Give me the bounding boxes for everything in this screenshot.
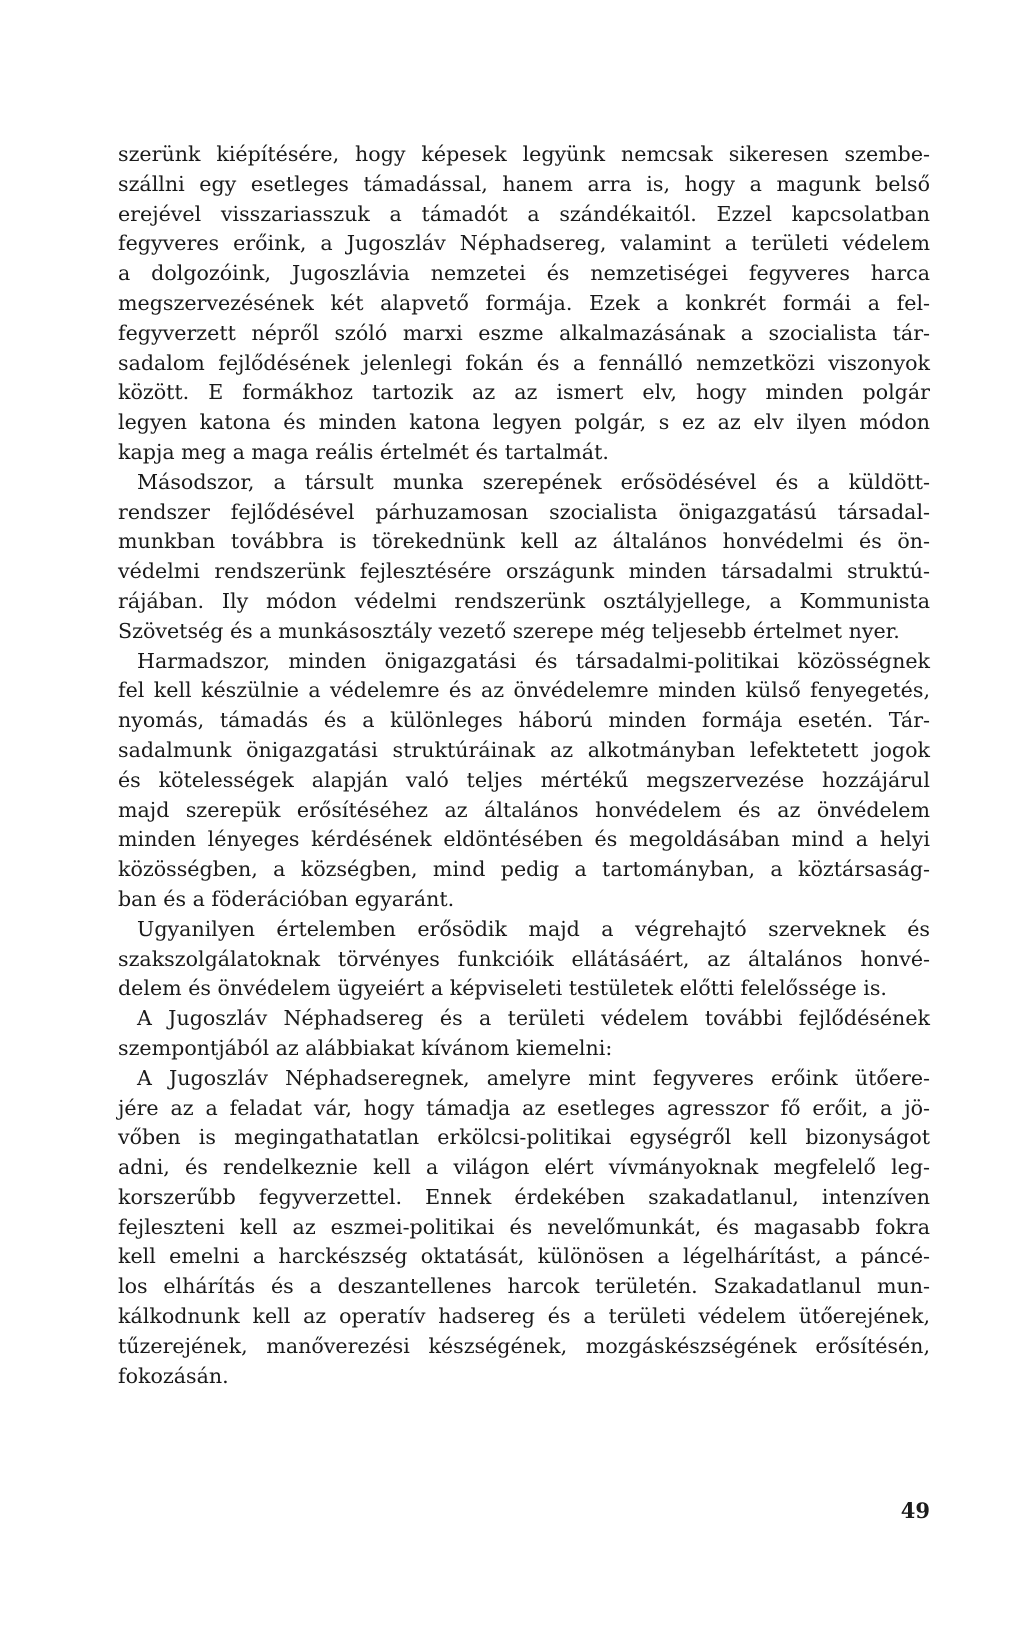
text-line: vőben is megingathatatlan erkölcsi-politikai egységről kell bizonyságot bbox=[118, 1125, 930, 1150]
page-number: 49 bbox=[900, 1498, 930, 1523]
text-line: sadalom fejlődésének jelenlegi fokán és a fennálló nemzetközi viszonyok bbox=[118, 350, 930, 375]
text-line: szempontjából az alábbiakat kívánom kiemelni: bbox=[118, 1035, 613, 1060]
text-line: fokozásán. bbox=[118, 1363, 229, 1388]
text-line: korszerűbb fegyverzettel. Ennek érdekében szakadatlanul, intenzíven bbox=[118, 1184, 930, 1209]
text-line: fejleszteni kell az eszmei-politikai és nevelőmunkát, és magasabb fokra bbox=[118, 1214, 930, 1239]
text-line: jére az a feladat vár, hogy támadja az esetleges agresszor fő erőit, a jö- bbox=[118, 1095, 930, 1120]
text-line: közösségben, a községben, mind pedig a tartományban, a köztársaság- bbox=[118, 857, 930, 882]
text-line: védelmi rendszerünk fejlesztésére országunk minden társadalmi struktú- bbox=[118, 559, 930, 584]
text-line: tűzerejének, manőverezési készségének, mozgáskészségének erősítésén, bbox=[118, 1333, 930, 1358]
text-line: rendszer fejlődésével párhuzamosan szocialista önigazgatású társadal- bbox=[118, 499, 930, 524]
text-line: erejével visszariasszuk a támadót a szándékaitól. Ezzel kapcsolatban bbox=[118, 201, 930, 226]
text-line: kálkodnunk kell az operatív hadsereg és a területi védelem ütőerejének, bbox=[118, 1304, 930, 1329]
text-line: Ugyanilyen értelemben erősödik majd a végrehajtó szerveknek és bbox=[137, 916, 930, 941]
text-line: sadalmunk önigazgatási struktúráinak az alkotmányban lefektetett jogok bbox=[118, 737, 930, 762]
text-line: minden lényeges kérdésének eldöntésében és megoldásában mind a helyi bbox=[118, 827, 930, 852]
text-line: és kötelességek alapján való teljes mértékű megszervezése hozzájárul bbox=[118, 767, 930, 792]
text-line: a dolgozóink, Jugoszlávia nemzetei és nemzetiségei fegyveres harca bbox=[118, 261, 930, 286]
text-line: között. E formákhoz tartozik az az ismert elv, hogy minden polgár bbox=[118, 380, 930, 405]
text-line: majd szerepük erősítéséhez az általános honvédelem és az önvédelem bbox=[118, 797, 930, 822]
text-line: A Jugoszláv Néphadsereg és a területi védelem további fejlődésének bbox=[137, 1006, 930, 1031]
text-line: kapja meg a maga reális értelmét és tartalmát. bbox=[118, 439, 609, 464]
text-line: megszervezésének két alapvető formája. Ezek a konkrét formái a fel- bbox=[118, 290, 930, 315]
text-line: szakszolgálatoknak törvényes funkcióik ellátásáért, az általános honvé- bbox=[118, 946, 930, 971]
text-line: fel kell készülnie a védelemre és az önvédelemre minden külső fenyegetés, bbox=[118, 678, 930, 703]
text-line: kell emelni a harckészség oktatását, különösen a légelhárítást, a páncé- bbox=[118, 1244, 930, 1269]
text-line: adni, és rendelkeznie kell a világon elért vívmányoknak megfelelő leg- bbox=[118, 1155, 930, 1180]
text-line: fegyveres erőink, a Jugoszláv Néphadsereg, valamint a területi védelem bbox=[118, 231, 930, 256]
text-line: los elhárítás és a deszantellenes harcok területén. Szakadatlanul mun- bbox=[118, 1274, 930, 1299]
text-line: Másodszor, a társult munka szerepének erősödésével és a küldött- bbox=[137, 469, 930, 494]
text-line: fegyverzett népről szóló marxi eszme alkalmazásának a szocialista tár- bbox=[118, 320, 930, 345]
text-line: Szövetség és a munkásosztály vezető szerepe még teljesebb értelmet nyer. bbox=[118, 618, 900, 643]
text-line: rájában. Ily módon védelmi rendszerünk osztályjellege, a Kommunista bbox=[118, 588, 930, 613]
text-line: nyomás, támadás és a különleges háború minden formája esetén. Tár- bbox=[118, 708, 930, 733]
text-line: Harmadszor, minden önigazgatási és társadalmi-politikai közösségnek bbox=[137, 648, 930, 673]
text-line: szállni egy esetleges támadással, hanem arra is, hogy a magunk belső bbox=[118, 171, 930, 196]
text-line: munkban továbbra is törekednünk kell az általános honvédelmi és ön- bbox=[118, 529, 930, 554]
text-line: A Jugoszláv Néphadseregnek, amelyre mint fegyveres erőink ütőere- bbox=[137, 1065, 930, 1090]
text-line: legyen katona és minden katona legyen polgár, s ez az elv ilyen módon bbox=[118, 410, 930, 435]
text-line: ban és a föderációban egyaránt. bbox=[118, 886, 455, 911]
text-line: delem és önvédelem ügyeiért a képviseleti testületek előtti felelőssége is. bbox=[118, 976, 887, 1001]
body-text bbox=[118, 140, 930, 1391]
text-line: szerünk kiépítésére, hogy képesek legyünk nemcsak sikeresen szembe- bbox=[118, 142, 930, 166]
